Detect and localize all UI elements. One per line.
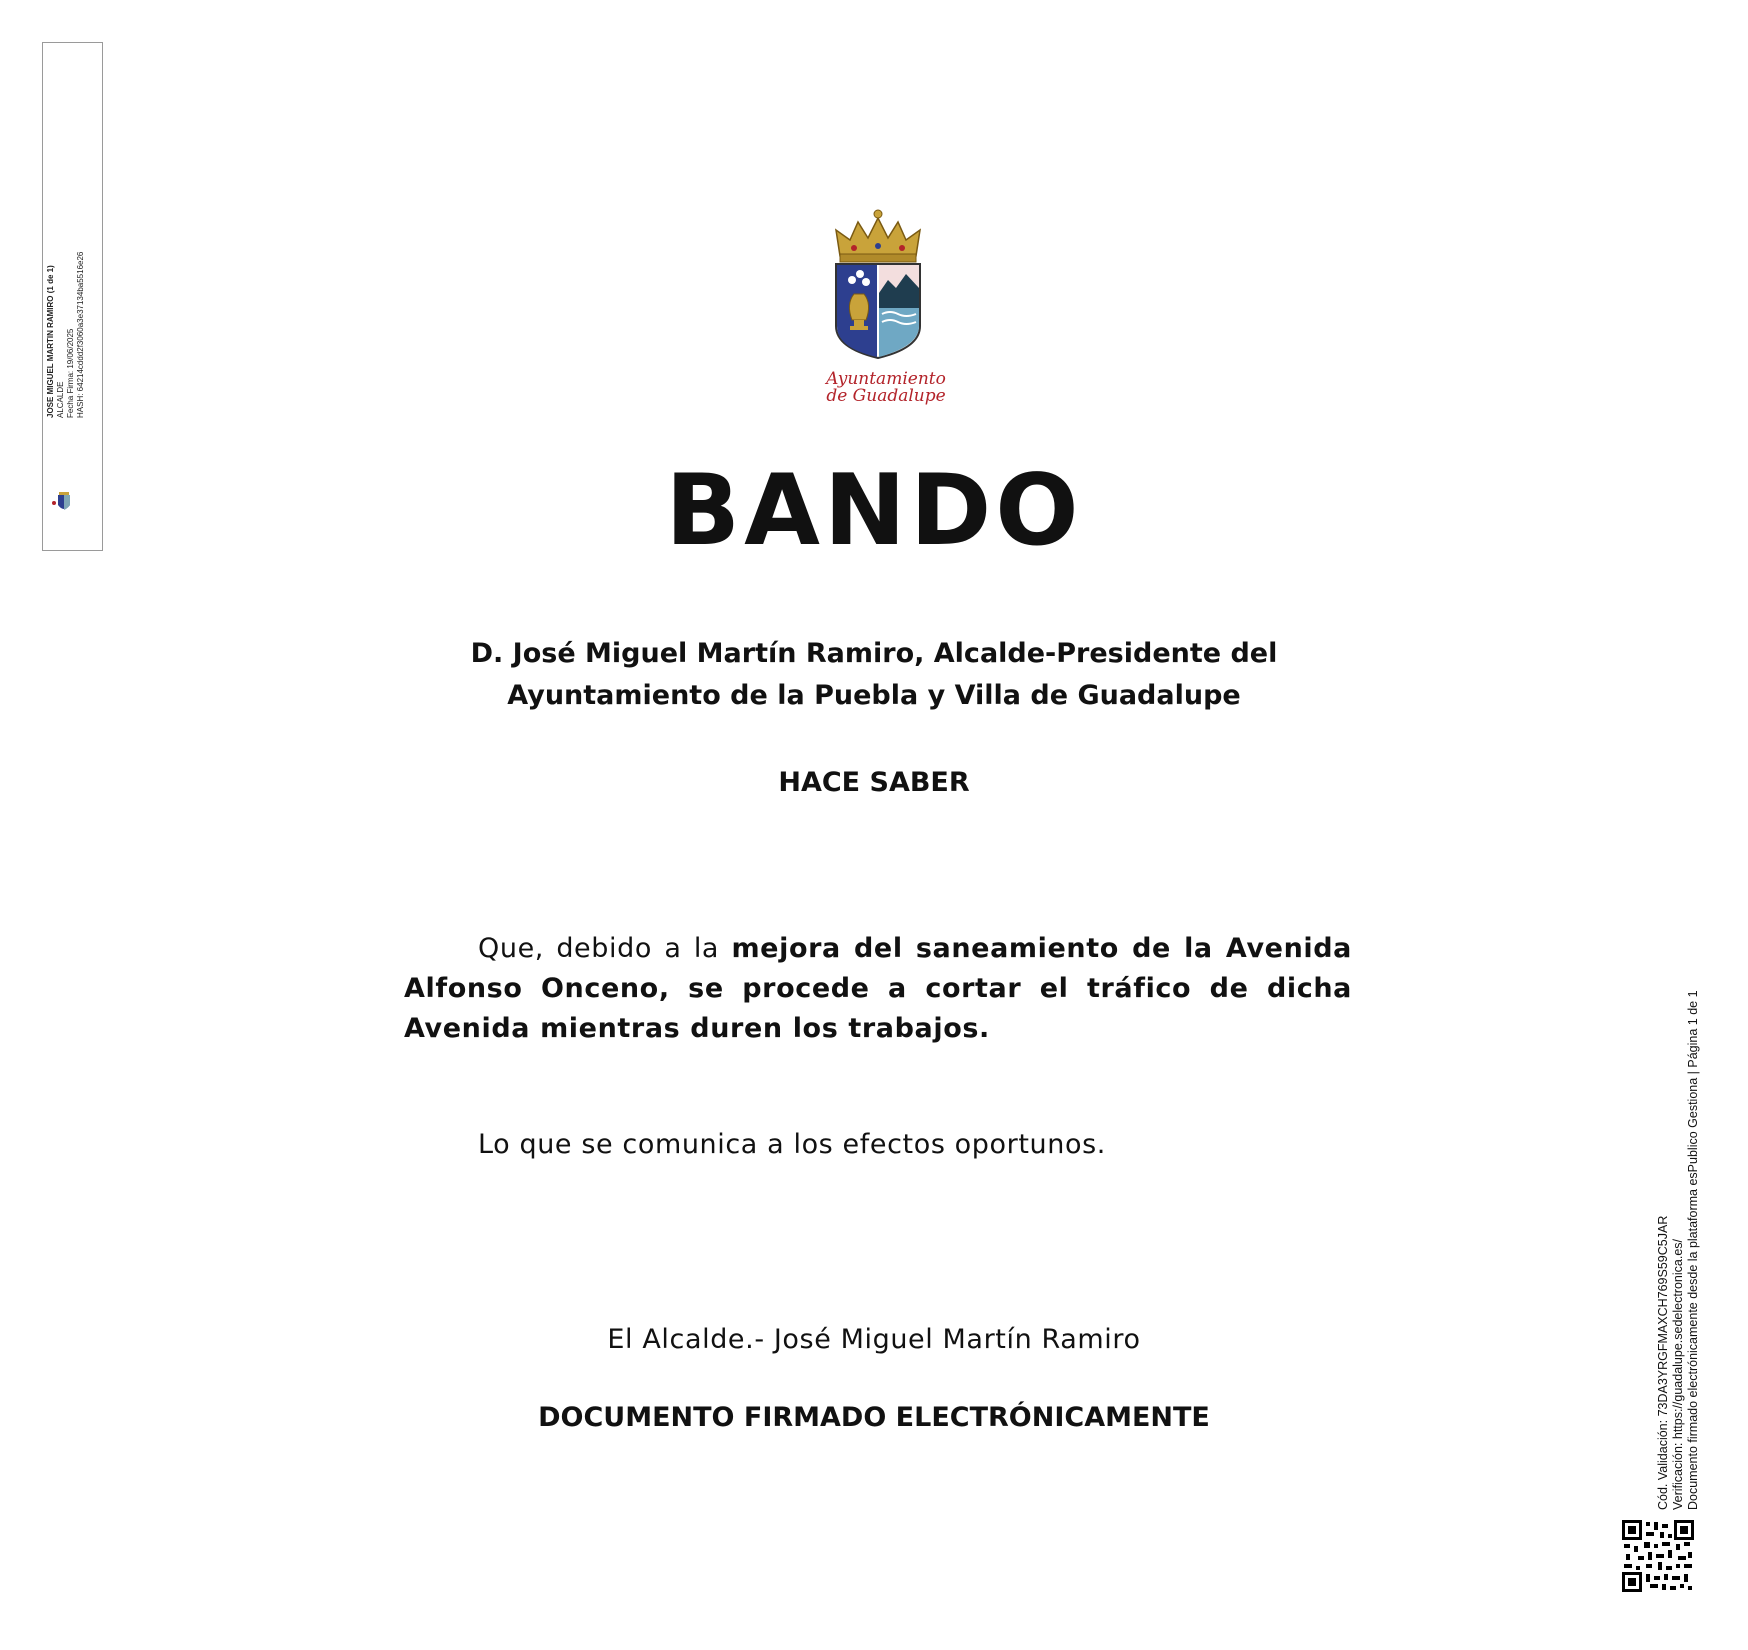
platform-notice: Documento firmado electrónicamente desde la plataforma esPublico Gestiona | Página 1 de 1	[1686, 990, 1700, 1510]
ayuntamiento-guadalupe-logo	[816, 208, 956, 406]
issuer-line-2: Ayuntamiento de la Puebla y Villa de Guadalupe	[507, 680, 1241, 711]
signature-date: Fecha Firma: 19/06/2025	[66, 328, 75, 418]
body-paragraph	[404, 929, 1352, 1049]
verification-block	[1656, 990, 1701, 1510]
body-intro: Que, debido a la	[478, 933, 732, 964]
shield-icon	[836, 264, 920, 358]
signature-hash: HASH: 64214cddd2f3060a3e37134ba5516e26	[76, 251, 85, 418]
crown-icon	[836, 210, 920, 262]
issuer-line-1: D. José Miguel Martín Ramiro, Alcalde-Presidente del	[470, 638, 1278, 669]
validation-code: Cód. Validación: 73DA3YRGFMAXCH769S59C5JAR	[1656, 1215, 1670, 1510]
mayor-signature: El Alcalde.- José Miguel Martín Ramiro	[607, 1324, 1141, 1355]
signer-name: JOSE MIGUEL MARTIN RAMIRO (1 de 1)	[46, 265, 55, 418]
electronic-signature-notice: DOCUMENTO FIRMADO ELECTRÓNICAMENTE	[538, 1402, 1210, 1433]
body-highlight: mejora del saneamiento de la Avenida Alfonso Onceno, se procede a cortar el tráfico de dicha Avenida mientras duren los trabajos.	[404, 933, 1352, 1044]
qr-code[interactable]	[1622, 1520, 1694, 1592]
logo-line1: Ayuntamiento	[826, 369, 946, 389]
announcement-heading: HACE SABER	[778, 767, 970, 798]
logo-line2: de Guadalupe	[826, 386, 946, 406]
verification-url: Verificación: https://guadalupe.sedelectronica.es/	[1671, 1238, 1685, 1510]
page-title: BANDO	[665, 454, 1083, 568]
signer-role: ALCALDE	[56, 381, 65, 418]
closing-statement: Lo que se comunica a los efectos oportunos.	[478, 1129, 1106, 1160]
signature-stamp-text	[46, 0, 86, 418]
